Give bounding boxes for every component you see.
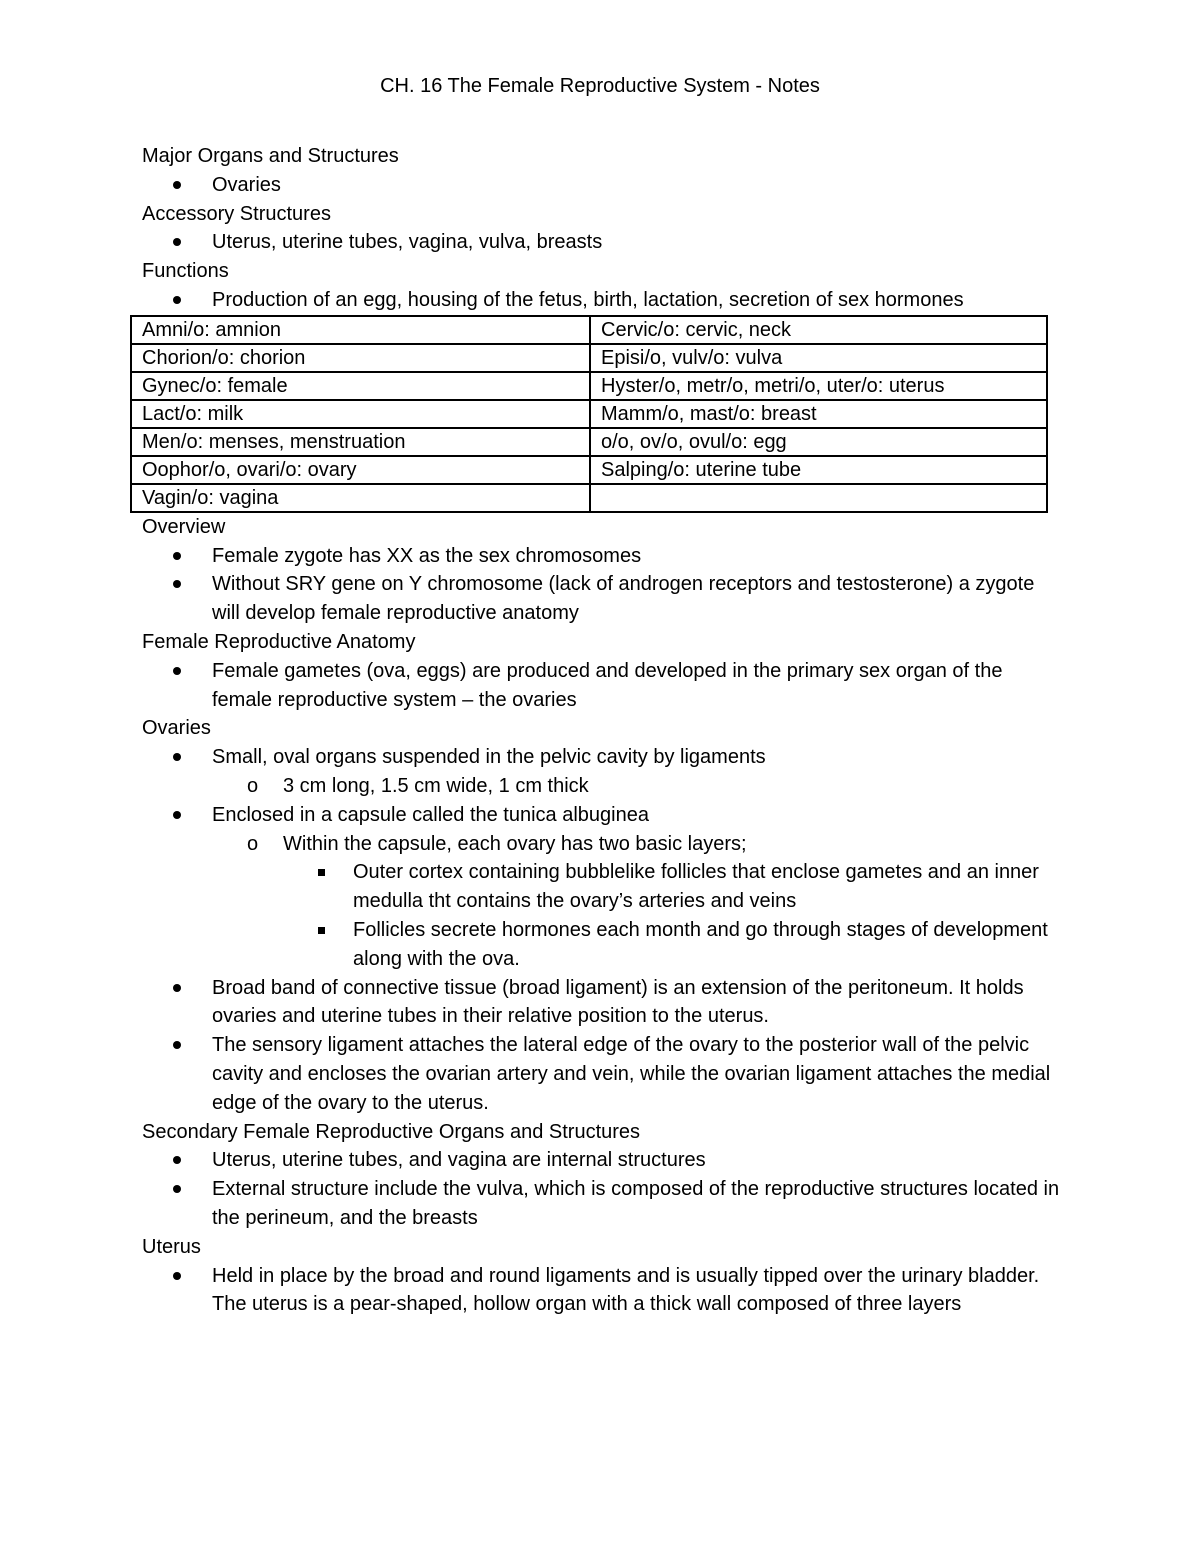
list-item: Outer cortex containing bubblelike follicles that enclose gametes and an inner medulla tht contains the ovary’s arteries and veins [142,858,1062,916]
table-cell: Mamm/o, mast/o: breast [590,400,1047,428]
functions-list [142,286,1062,315]
list-item: Without SRY gene on Y chromosome (lack of androgen receptors and testosterone) a zygote will develop female reproductive anatomy [142,570,1062,628]
bullet-icon [173,1156,181,1164]
circle-bullet-icon: o [247,774,259,797]
list-item: Ovaries [142,171,1062,200]
bullet-icon [173,552,181,560]
list-item: Uterus, uterine tubes, vagina, vulva, breasts [142,228,1062,257]
table-row [131,456,1047,484]
table-cell: Vagin/o: vagina [131,484,590,512]
list-item: Production of an egg, housing of the fetus, birth, lactation, secretion of sex hormones [142,286,1062,315]
list-item: The sensory ligament attaches the lateral edge of the ovary to the posterior wall of the pelvic cavity and encloses the ovarian artery and vein, while the ovarian ligament attaches the medial edge of the ovary to the uterus. [142,1031,1062,1117]
page-title: CH. 16 The Female Reproductive System - Notes [380,75,820,97]
bullet-icon [173,1041,181,1049]
table-row [131,372,1047,400]
bullet-icon [173,296,181,304]
table-cell: Cervic/o: cervic, neck [590,316,1047,344]
list-item: o Within the capsule, each ovary has two basic layers; [142,830,1062,859]
section-heading-accessory: Accessory Structures [142,202,331,225]
table-row [131,316,1047,344]
section-heading-functions: Functions [142,260,229,283]
notes-body [142,142,1062,1319]
section-heading-overview: Overview [142,515,226,538]
bullet-icon [173,580,181,588]
table-cell: Episi/o, vulv/o: vulva [590,344,1047,372]
list-item: o 3 cm long, 1.5 cm wide, 1 cm thick [142,772,1062,801]
list-item: Uterus, uterine tubes, and vagina are internal structures [142,1146,1062,1175]
list-item: Broad band of connective tissue (broad ligament) is an extension of the peritoneum. It holds ovaries and uterine tubes in their relative position to the uterus. [142,974,1062,1032]
table-row [131,428,1047,456]
table-cell [590,484,1047,512]
list-item: Enclosed in a capsule called the tunica albuginea [142,801,1062,830]
overview-list [142,542,1062,628]
section-heading-ovaries: Ovaries [142,717,211,740]
table-row [131,484,1047,512]
secondary-list [142,1146,1062,1232]
table-cell: Men/o: menses, menstruation [131,428,590,456]
table-cell: Oophor/o, ovari/o: ovary [131,456,590,484]
square-bullet-icon [318,927,325,934]
bullet-icon [173,753,181,761]
accessory-list [142,228,1062,257]
table-row [131,344,1047,372]
list-item: Female gametes (ova, eggs) are produced and developed in the primary sex organ of the female reproductive system – the ovaries [142,657,1062,715]
table-cell: Hyster/o, metr/o, metri/o, uter/o: uterus [590,372,1047,400]
bullet-icon [173,238,181,246]
list-item: Held in place by the broad and round ligaments and is usually tipped over the urinary bladder. The uterus is a pear-shaped, hollow organ with a thick wall composed of three layers [142,1262,1062,1320]
table-cell: Lact/o: milk [131,400,590,428]
bullet-icon [173,181,181,189]
bullet-icon [173,984,181,992]
square-bullet-icon [318,869,325,876]
table-cell: o/o, ov/o, ovul/o: egg [590,428,1047,456]
list-item: External structure include the vulva, which is composed of the reproductive structures located in the perineum, and the breasts [142,1175,1062,1233]
list-item: Small, oval organs suspended in the pelvic cavity by ligaments [142,743,1062,772]
major-organs-list [142,171,1062,200]
word-roots-table [130,315,1048,513]
section-heading-major-organs: Major Organs and Structures [142,145,399,167]
table-cell: Chorion/o: chorion [131,344,590,372]
section-heading-uterus: Uterus [142,1235,201,1258]
ovaries-list [142,743,1062,1117]
bullet-icon [173,1272,181,1280]
bullet-icon [173,811,181,819]
anatomy-list [142,657,1062,715]
list-item: Follicles secrete hormones each month and go through stages of development along with the ova. [142,916,1062,974]
list-item: Female zygote has XX as the sex chromosomes [142,542,1062,571]
section-heading-anatomy: Female Reproductive Anatomy [142,630,416,653]
circle-bullet-icon: o [247,832,259,855]
bullet-icon [173,667,181,675]
table-cell: Gynec/o: female [131,372,590,400]
section-heading-secondary: Secondary Female Reproductive Organs and Structures [142,1120,641,1143]
uterus-list [142,1262,1062,1320]
bullet-icon [173,1185,181,1193]
table-row [131,400,1047,428]
table-cell: Salping/o: uterine tube [590,456,1047,484]
table-cell: Amni/o: amnion [131,316,590,344]
